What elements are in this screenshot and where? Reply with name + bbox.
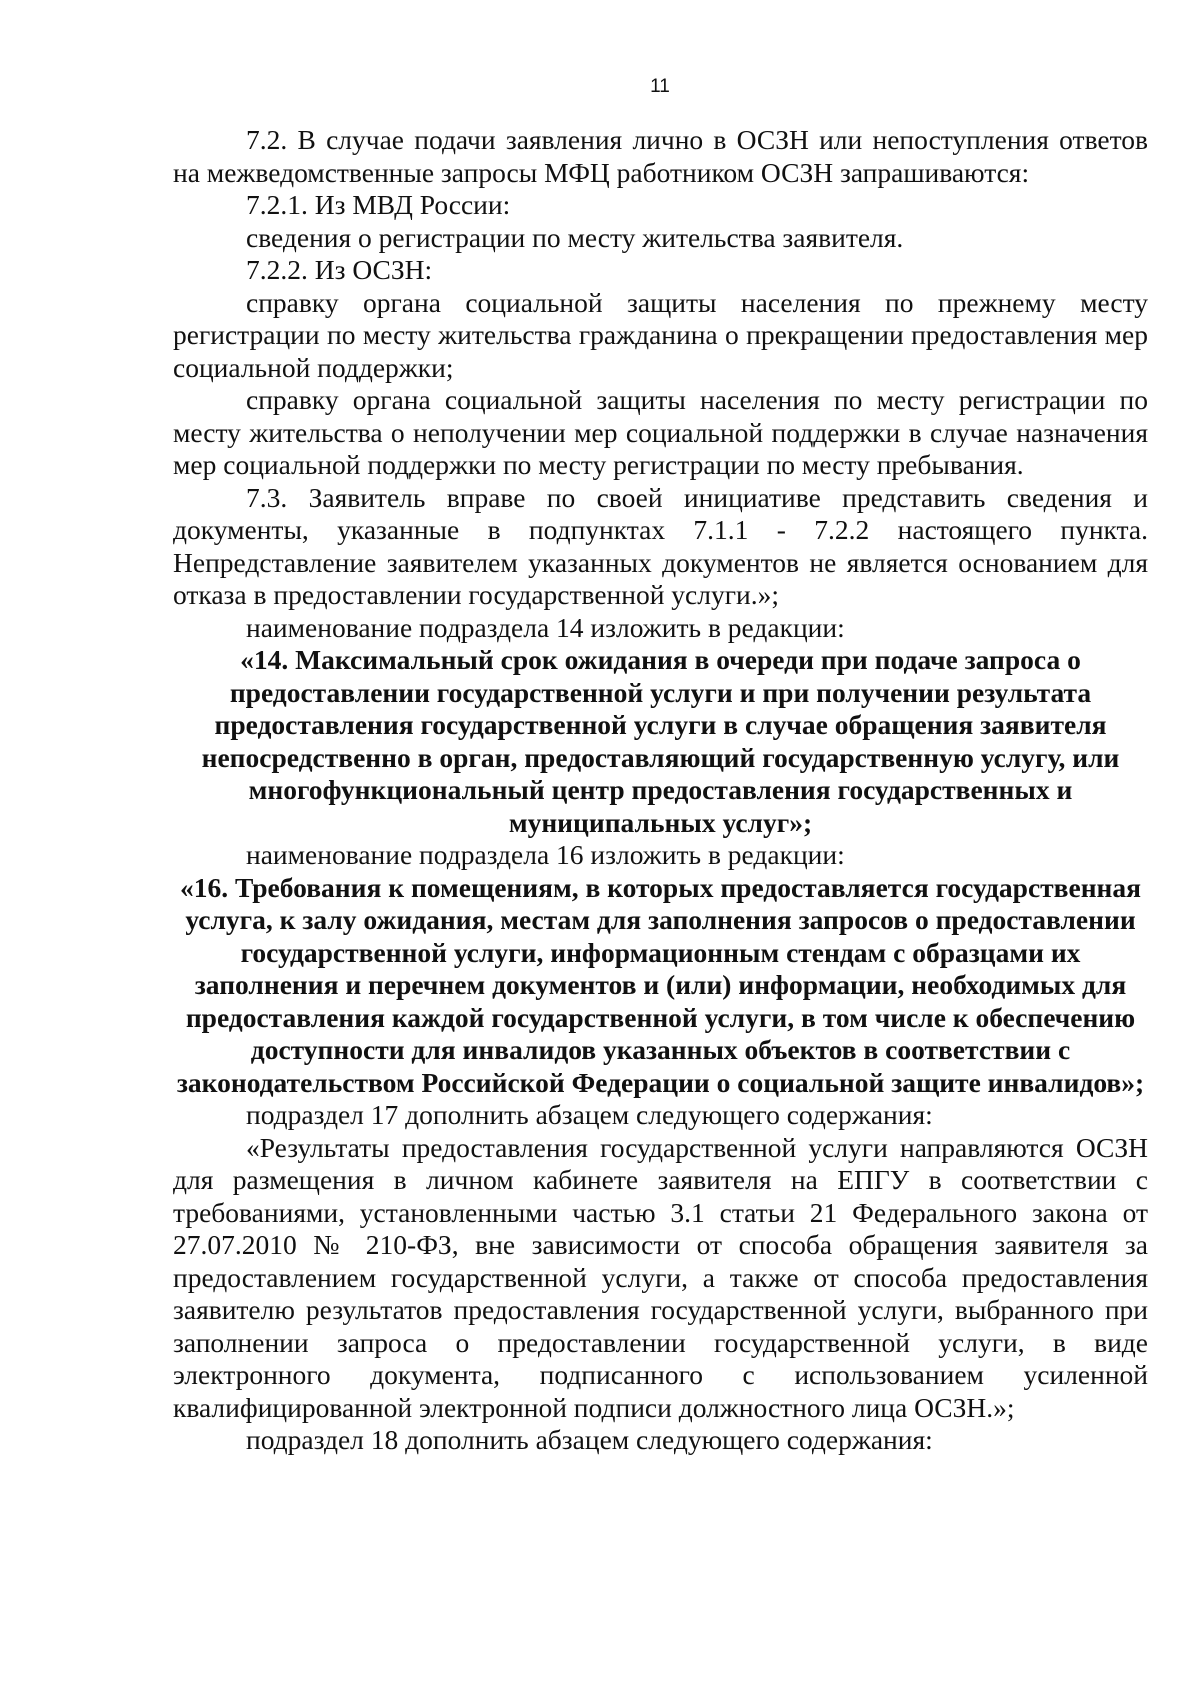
paragraph-7-2-1: 7.2.1. Из МВД России:	[246, 189, 511, 220]
paragraph-subsection-18-intro: подраздел 18 дополнить абзацем следующего содержания:	[246, 1424, 933, 1455]
paragraph-subsection-17-text: «Результаты предоставления государственной услуги направляются ОСЗН для размещения в личном кабинете заявителя на ЕПГУ в соответствии с требованиями, установленными частью 3.1 статьи 21 Федерального закона от 27.07.2010 № 210-ФЗ, вне зависимости от способа обращения заявителя за предоставлением государственной услуги, а также от способа предоставления заявителю результатов предоставления государственной услуги, выбранного при заполнении запроса о предоставлении государственной услуги, в виде электронного документа, подписанного с использованием усиленной квалифицированной электронной подписи должностного лица ОСЗН.»;	[173, 1131, 1148, 1423]
paragraph-non-receipt: справку органа социальной защиты населения по месту регистрации по месту жительства о неполучении мер социальной поддержки в случае назначения мер социальной поддержки по месту регистрации по месту пребывания.	[173, 384, 1148, 480]
heading-subsection-16: «16. Требования к помещениям, в которых предоставляется государственная услуга, к залу ожидания, местам для заполнения запросов о предоставлении государственной услуги, информационным стендам с образцами их заполнения и перечнем документов и (или) информации, необходимых для предоставления каждой государственной услуги, в том числе к обеспечению доступности для инвалидов указанных объектов в соответствии с законодательством Российской Федерации о социальной защите инвалидов»;	[176, 871, 1145, 1098]
heading-subsection-14: «14. Максимальный срок ожидания в очереди при подаче запроса о предоставлении государственной услуги и при получении результата предоставления государственной услуги в случае обращения заявителя непосредственно в орган, предоставляющий государственную услугу, или многофункциональный центр предоставления государственных и муниципальных услуг»;	[201, 644, 1120, 838]
page-number: 11	[650, 76, 670, 97]
paragraph-mvd-info: сведения о регистрации по месту жительства заявителя.	[246, 221, 904, 253]
paragraph-7-2: 7.2. В случае подачи заявления лично в ОСЗН или непоступления ответов на межведомственные запросы МФЦ работником ОСЗН запрашиваются:	[173, 124, 1148, 188]
paragraph-previous-registration: справку органа социальной защиты населения по прежнему месту регистрации по месту жительства гражданина о прекращении предоставления мер социальной поддержки;	[173, 286, 1148, 383]
paragraph-7-2-2: 7.2.2. Из ОСЗН:	[246, 254, 433, 285]
paragraph-subsection-14-intro: наименование подраздела 14 изложить в редакции:	[246, 611, 845, 643]
paragraph-subsection-16-intro: наименование подраздела 16 изложить в редакции:	[246, 839, 845, 870]
paragraph-7-3: 7.3. Заявитель вправе по своей инициативе представить сведения и документы, указанные в подпунктах 7.1.1 - 7.2.2 настоящего пункта. Непредставление заявителем указанных документов не является основанием для отказа в предоставлении государственной услуги.»;	[173, 481, 1148, 610]
paragraph-subsection-17-intro: подраздел 17 дополнить абзацем следующего содержания:	[246, 1099, 933, 1130]
document-body	[173, 124, 1148, 1457]
